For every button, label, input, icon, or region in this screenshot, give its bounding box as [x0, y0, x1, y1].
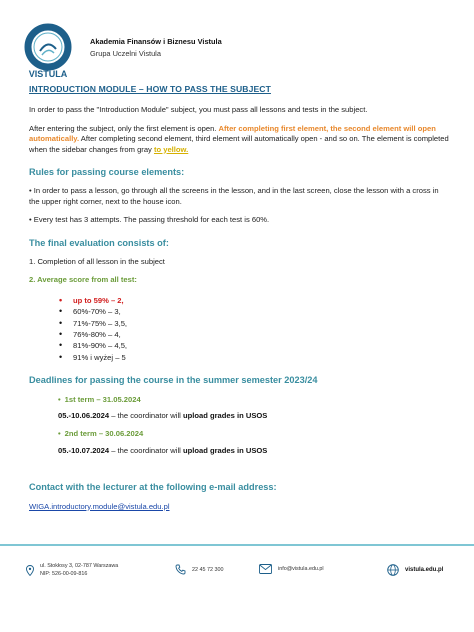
grade-item: • 60%-70% – 3, [73, 306, 449, 317]
term-2: • 2nd term – 30.06.2024 [58, 429, 144, 439]
contact-heading: Contact with the lecturer at the following e-mail address: [29, 482, 277, 493]
grade-list [73, 295, 449, 363]
term-1-dates: 05.-10.06.2024 [58, 411, 110, 421]
page-title: INTRODUCTION MODULE – HOW TO PASS THE SUBJECT [29, 84, 271, 94]
header [20, 26, 222, 79]
globe-icon [387, 564, 399, 576]
grade-item: • 71%-75% – 3,5, [73, 318, 449, 329]
org-group: Grupa Uczelni Vistula [90, 49, 161, 58]
grade-item: • 76%-80% – 4, [73, 329, 449, 340]
footer-email[interactable] [259, 564, 324, 574]
term-1-upload [58, 411, 449, 421]
website-url: vistula.edu.pl [405, 567, 444, 573]
grade-item: • 91% i wyżej – 5 [73, 352, 449, 363]
term-1-label: 1st term – 31.05.2024 [64, 394, 141, 404]
footer-phone[interactable] [175, 564, 223, 575]
term-2-text: – the coordinator will [109, 445, 183, 455]
sequence-text-a: After entering the subject, only the first element is open. [29, 123, 219, 133]
rule-test: • Every test has 3 attempts. The passing threshold for each test is 60%. [29, 215, 270, 225]
evaluation-item-1: 1. Completion of all lesson in the subject [29, 257, 165, 267]
mail-icon [259, 564, 272, 574]
term-2-bold: upload grades in USOS [182, 445, 268, 455]
rule-lesson: • In order to pass a lesson, go through all the screens in the lesson, and in the last screen, close the lesson with a cross in the upper right corner, next to the house icon. [29, 186, 439, 206]
term-2-dates: 05.-10.07.2024 [58, 445, 110, 455]
lecturer-email-link[interactable]: WIGA.introductory.module@vistula.edu.pl [29, 501, 170, 511]
org-name: Akademia Finansów i Biznesu Vistula [90, 37, 222, 46]
email-address: info@vistula.edu.pl [278, 566, 324, 572]
term-1-bold: upload grades in USOS [182, 411, 268, 421]
vistula-logo [20, 23, 76, 79]
term-2-label: 2nd term – 30.06.2024 [64, 429, 144, 439]
evaluation-heading: The final evaluation consists of: [29, 237, 169, 248]
organization-block [90, 36, 222, 60]
sequence-text-yellow: to yellow. [153, 144, 189, 154]
term-2-upload [58, 446, 449, 456]
sequence-paragraph [29, 124, 449, 155]
evaluation-item-2: 2. Average score from all test: [29, 275, 137, 285]
deadlines-heading: Deadlines for passing the course in the summer semester 2023/24 [29, 375, 318, 386]
location-pin-icon [26, 565, 34, 576]
sequence-text-highlight: After completing first element, the second element will open automatically. [29, 123, 436, 144]
phone-icon [175, 564, 186, 575]
document-body [29, 84, 449, 512]
address-line-2: NIP: 526-00-09-816 [40, 571, 88, 577]
intro-paragraph: In order to pass the "Introduction Module" subject, you must pass all lessons and tests in the subject. [29, 105, 368, 115]
address-line-1: ul. Stokłosy 3, 02-787 Warszawa [40, 563, 119, 569]
grade-item: • 81%-90% – 4,5, [73, 340, 449, 351]
grade-item: • up to 59% – 2, [73, 295, 449, 306]
footer-address [26, 562, 118, 578]
footer-website[interactable] [387, 564, 443, 576]
sequence-text-c: After completing second element, third element will automatically open - and so on. The element is completed when the sidebar changes from gray [29, 134, 449, 154]
footer [0, 558, 474, 588]
footer-divider [0, 544, 474, 546]
rules-heading: Rules for passing course elements: [29, 167, 185, 178]
term-1-text: – the coordinator will [109, 411, 183, 421]
logo-word: VISTULA [28, 69, 68, 79]
term-1: • 1st term – 31.05.2024 [58, 394, 141, 404]
phone-number: 22 45 72 300 [192, 566, 224, 573]
